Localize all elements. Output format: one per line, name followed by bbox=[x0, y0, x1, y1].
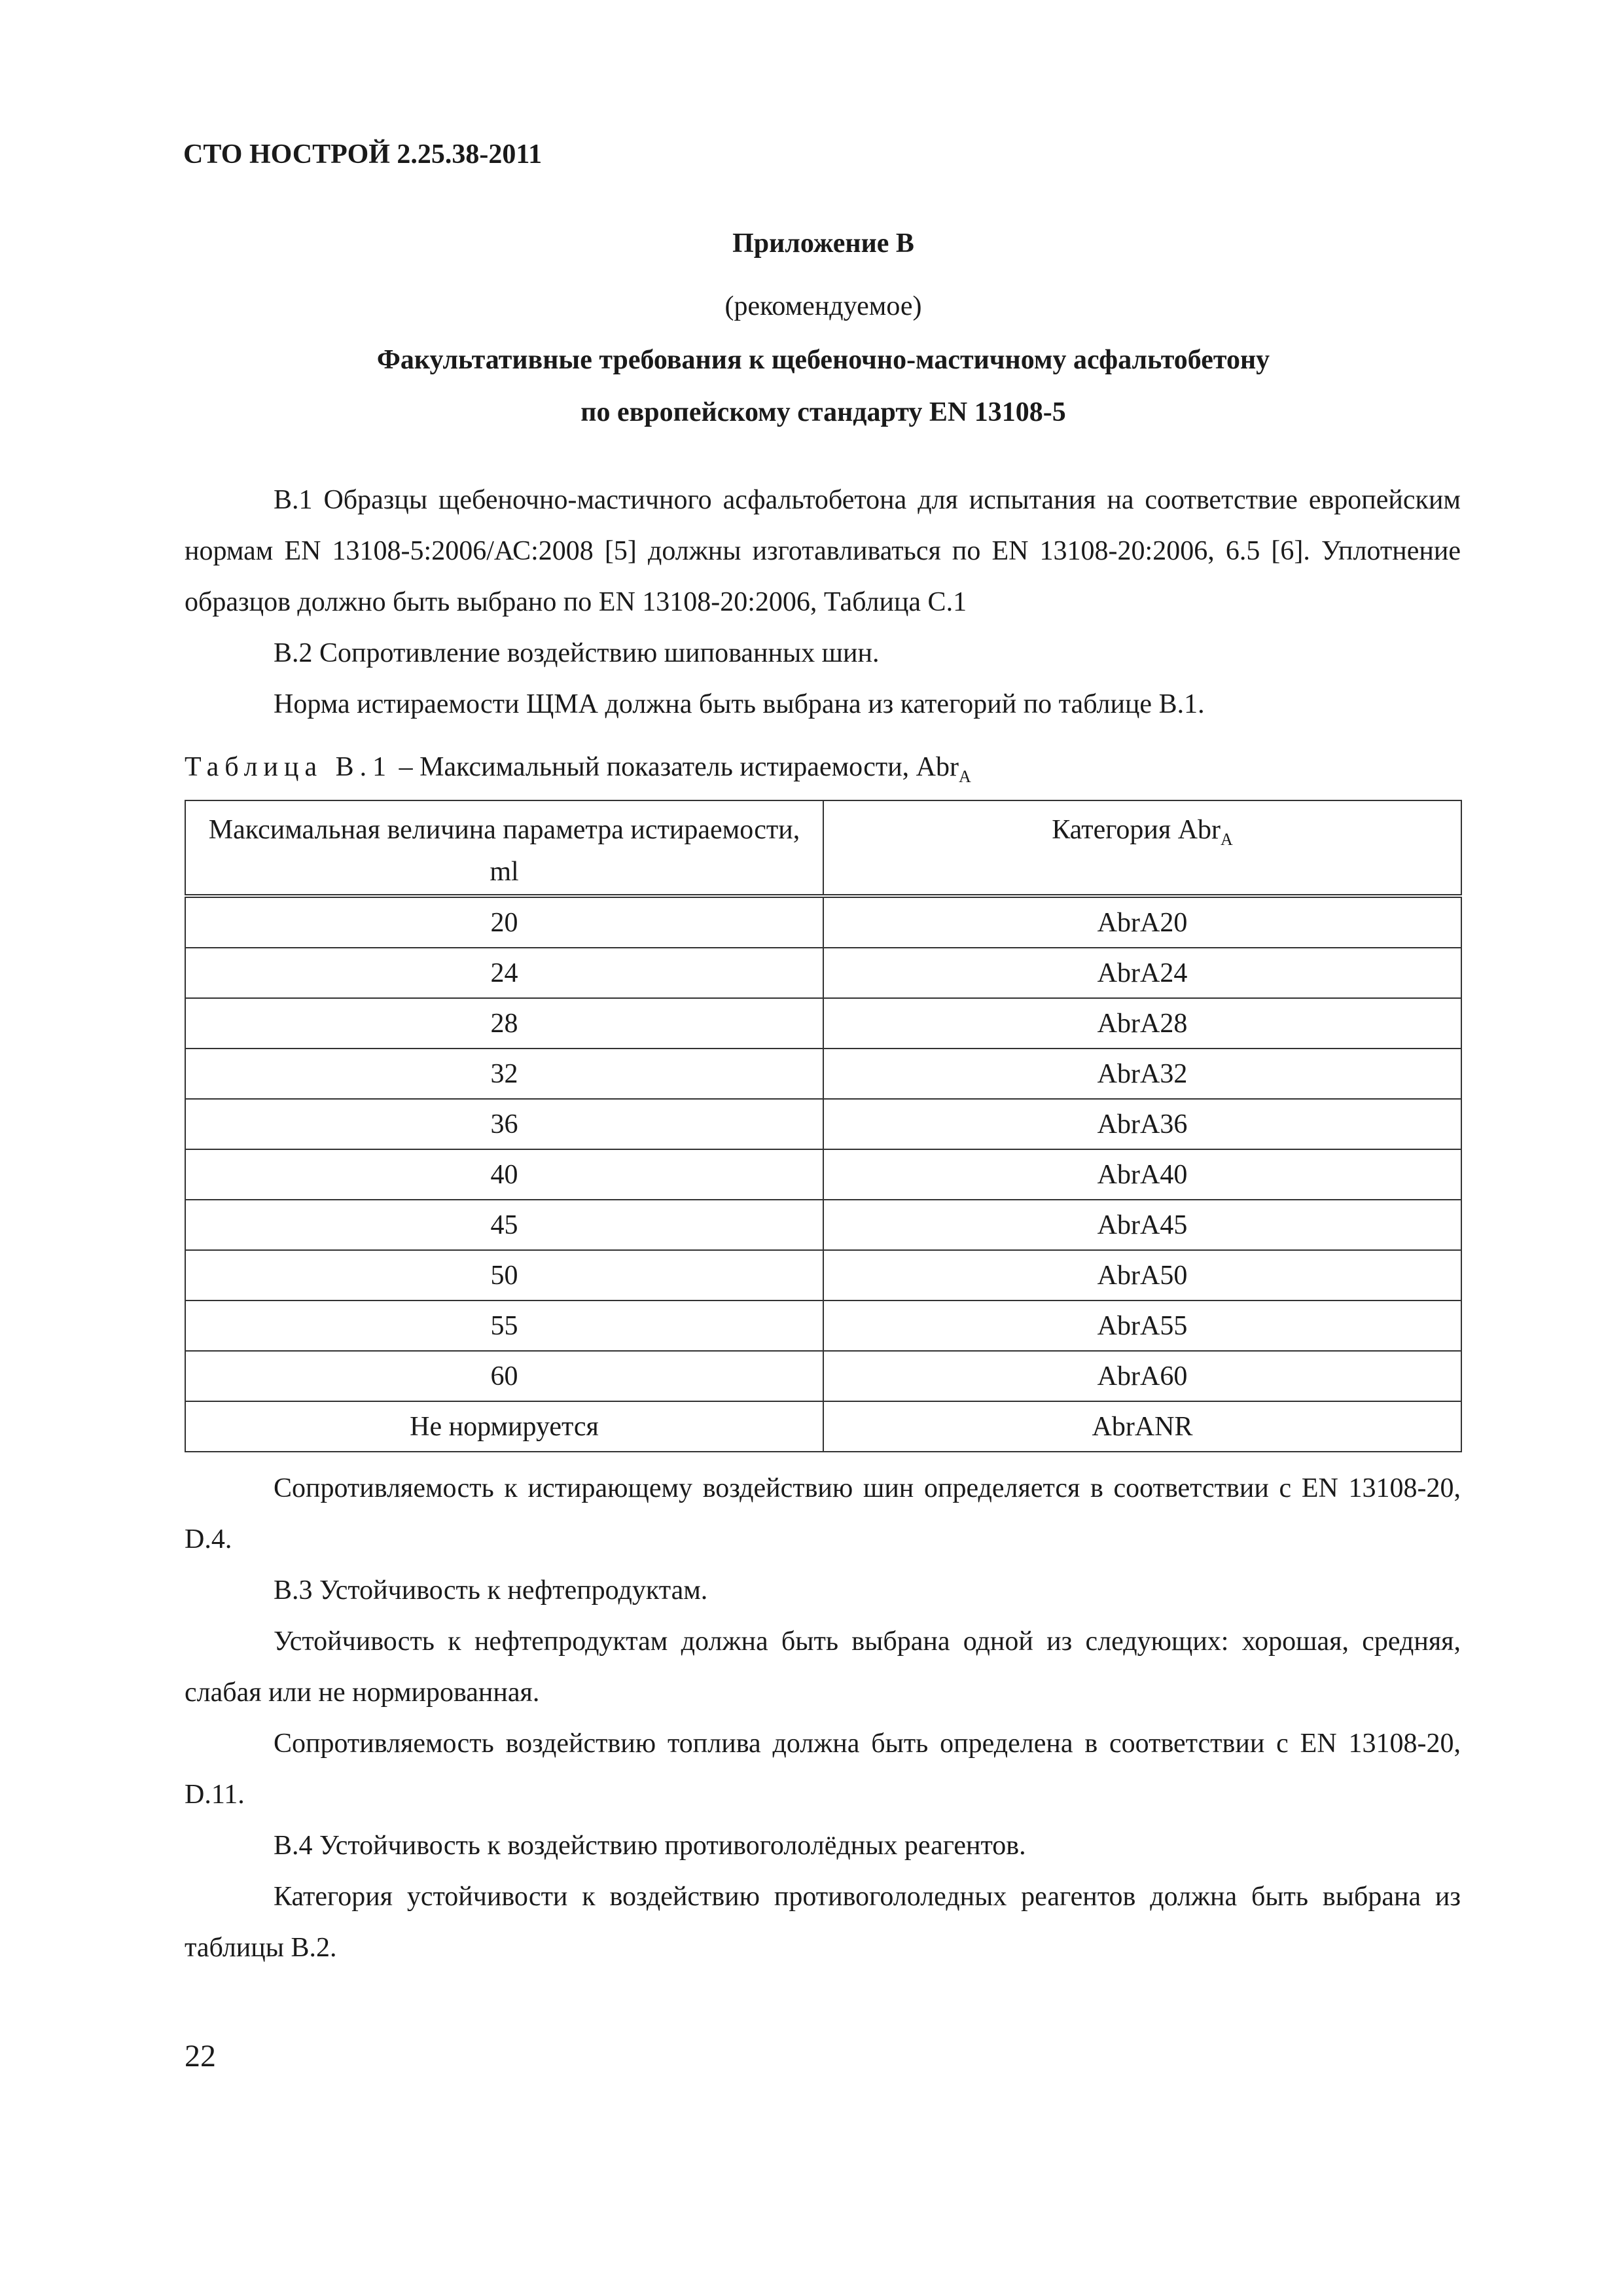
table-caption-label: Таблица В.1 bbox=[185, 752, 393, 782]
cell-value: 24 bbox=[185, 948, 823, 998]
table-row bbox=[185, 1049, 1461, 1099]
cell-value: 36 bbox=[185, 1099, 823, 1149]
table-row bbox=[185, 948, 1461, 998]
appendix-status: (рекомендуемое) bbox=[724, 291, 922, 321]
cell-value: 45 bbox=[185, 1200, 823, 1250]
table-row bbox=[185, 896, 1461, 948]
table-row bbox=[185, 1351, 1461, 1401]
table-caption-text: – Максимальный показатель истираемости, Abr bbox=[392, 752, 959, 782]
column-header-category bbox=[823, 800, 1461, 896]
paragraph-b3: В.3 Устойчивость к нефтепродуктам. bbox=[274, 1575, 708, 1605]
cell-category: AbrANR bbox=[823, 1401, 1461, 1452]
abrasion-table bbox=[185, 800, 1462, 1452]
table-row bbox=[185, 998, 1461, 1049]
cell-value: 40 bbox=[185, 1149, 823, 1200]
cell-category: AbrA45 bbox=[823, 1200, 1461, 1250]
column-header-category-subscript: A bbox=[1221, 830, 1233, 849]
cell-value: 28 bbox=[185, 998, 823, 1049]
cell-value: 60 bbox=[185, 1351, 823, 1401]
cell-category: AbrA20 bbox=[823, 896, 1461, 948]
cell-value: 55 bbox=[185, 1300, 823, 1351]
document-code: СТО НОСТРОЙ 2.25.38-2011 bbox=[183, 139, 543, 170]
cell-category: AbrA55 bbox=[823, 1300, 1461, 1351]
table-row bbox=[185, 1149, 1461, 1200]
appendix-heading-line-1: Факультативные требования к щебеночно-мастичному асфальтобетону bbox=[376, 345, 1270, 375]
appendix-heading-line-2: по европейскому стандарту EN 13108-5 bbox=[580, 397, 1066, 427]
table-row bbox=[185, 1401, 1461, 1452]
appendix-title: Приложение В bbox=[732, 228, 914, 259]
paragraph-b3-fuel: Сопротивляемость воздействию топлива должна быть определена в соответствии с EN 13108-20, D.11. bbox=[185, 1729, 1461, 1810]
table-row bbox=[185, 1300, 1461, 1351]
page-number: 22 bbox=[185, 2039, 216, 2073]
cell-category: AbrA24 bbox=[823, 948, 1461, 998]
cell-category: AbrA50 bbox=[823, 1250, 1461, 1300]
paragraph-b4: В.4 Устойчивость к воздействию противогололёдных реагентов. bbox=[274, 1831, 1026, 1861]
cell-value: 50 bbox=[185, 1250, 823, 1300]
cell-category: AbrA28 bbox=[823, 998, 1461, 1049]
paragraph-after-table: Сопротивляемость к истирающему воздействию шин определяется в соответствии с EN 13108-20, D.4. bbox=[185, 1473, 1461, 1554]
cell-value: 32 bbox=[185, 1049, 823, 1099]
paragraph-b3-text: Устойчивость к нефтепродуктам должна быть выбрана одной из следующих: хорошая, средняя, слабая или не нормированная. bbox=[185, 1626, 1461, 1708]
cell-value: Не нормируется bbox=[185, 1401, 823, 1452]
paragraph-b2: В.2 Сопротивление воздействию шипованных шин. bbox=[274, 638, 880, 668]
column-header-category-text: Категория Abr bbox=[1052, 815, 1221, 845]
table-header-row bbox=[185, 800, 1461, 896]
cell-category: AbrA36 bbox=[823, 1099, 1461, 1149]
paragraph-b2-norm: Норма истираемости ЩМА должна быть выбрана из категорий по таблице В.1. bbox=[274, 689, 1205, 719]
cell-category: AbrA40 bbox=[823, 1149, 1461, 1200]
cell-category: AbrA60 bbox=[823, 1351, 1461, 1401]
cell-category: AbrA32 bbox=[823, 1049, 1461, 1099]
paragraph-b4-text: Категория устойчивости к воздействию противогололедных реагентов должна быть выбрана из таблицы В.2. bbox=[185, 1882, 1461, 1963]
table-caption bbox=[185, 751, 971, 786]
table-caption-subscript: A bbox=[959, 767, 971, 786]
table-row bbox=[185, 1250, 1461, 1300]
table-row bbox=[185, 1200, 1461, 1250]
table-row bbox=[185, 1099, 1461, 1149]
paragraph-b1: В.1 Образцы щебеночно-мастичного асфальтобетона для испытания на соответствие европейским нормам EN 13108-5:2006/АС:2008 [5] должны изготавливаться по EN 13108-20:2006, 6.5 [6]. Уплотнение образцов должно быть выбрано по EN 13108-20:2006, Таблица С.1 bbox=[185, 485, 1461, 617]
cell-value: 20 bbox=[185, 896, 823, 948]
column-header-max-value: Максимальная величина параметра истираемости, ml bbox=[185, 800, 823, 896]
